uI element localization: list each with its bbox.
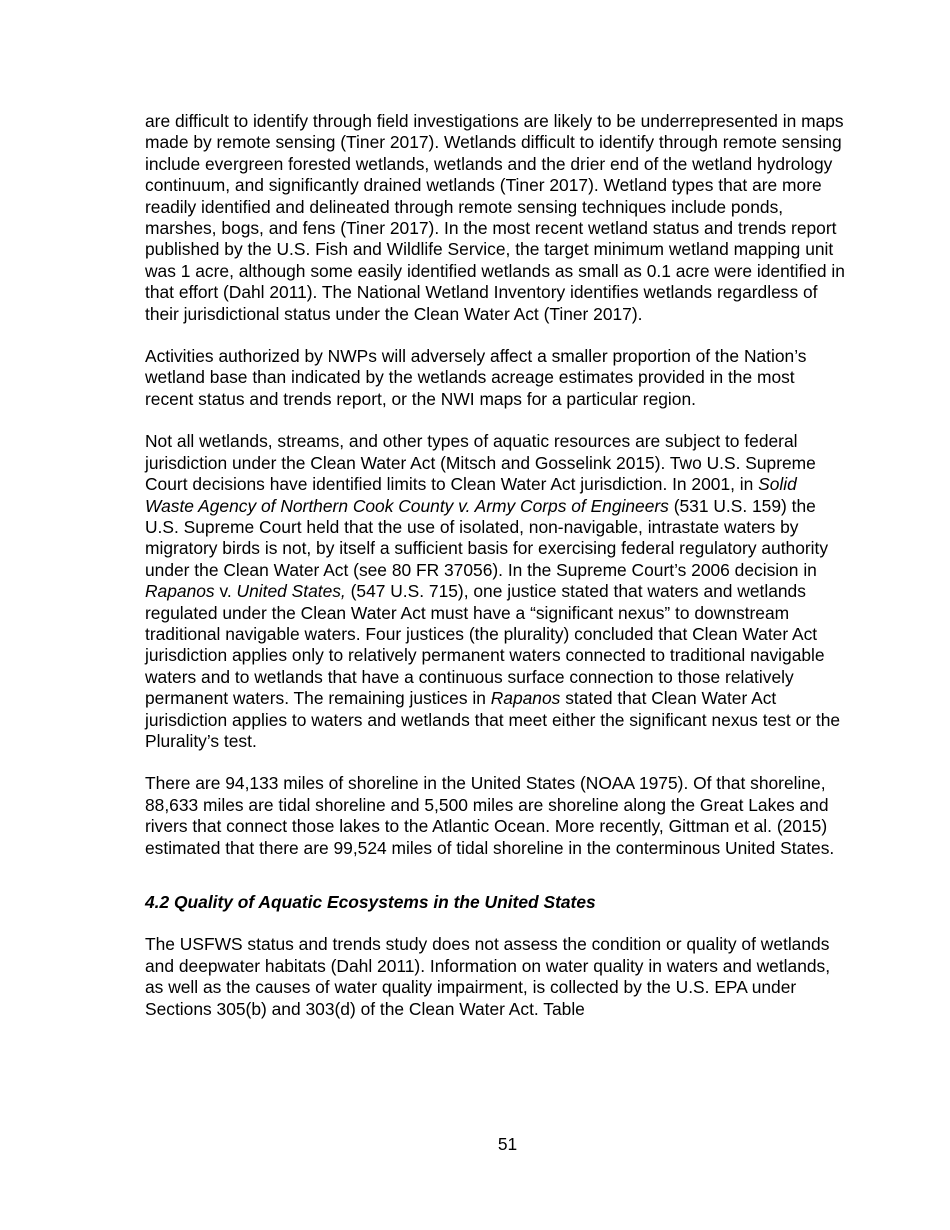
text-segment: (547 U.S. 715), one justice stated that waters and wetlands regulated under the Clean Water Act must have a “significant nexus” to downstream traditional navigable waters. Four justices (the plurality) concluded that Clean Water Act jurisdiction applies only to relatively permanent waters connected to traditional navigable waters and to wetlands that have a continuous surface connection to those relatively permanent waters. The remaining justices in (145, 581, 825, 709)
paragraph-remote-sensing (145, 111, 845, 325)
text-segment: are difficult to identify through field investigations are likely to be underrepresented in maps made by remote sensing (Tiner 2017). Wetlands difficult to identify through remote sensing include evergreen forested wetlands, wetlands and the drier end of the wetland hydrology continuum, and significantly drained wetlands (Tiner 2017). Wetland types that are more readily identified and delineated through remote sensing techniques include ponds, marshes, bogs, and fens (Tiner 2017). In the most recent wetland status and trends report published by the U.S. Fish and Wildlife Service, the target minimum wetland mapping unit was 1 acre, although some easily identified wetlands as small as 0.1 acre were identified in that effort (Dahl 2011). The National Wetland Inventory identifies wetlands regardless of their jurisdictional status under the Clean Water Act (Tiner 2017). (145, 111, 845, 324)
case-name-swancc: Solid Waste Agency of Northern Cook County v. Army Corps of Engineers (145, 474, 797, 516)
paragraph-shoreline (145, 773, 845, 859)
document-body (145, 111, 845, 1041)
paragraph-jurisdiction (145, 431, 845, 752)
case-name-rapanos: Rapanos (145, 581, 215, 602)
case-name-united-states: United States, (236, 581, 346, 602)
text-segment: There are 94,133 miles of shoreline in the United States (NOAA 1975). Of that shoreline, 88,633 miles are tidal shoreline and 5,500 miles are shoreline along the Great Lakes and rivers that connect those lakes to the Atlantic Ocean. More recently, Gittman et al. (2015) estimated that there are 99,524 miles of tidal shoreline in the conterminous United States. (145, 773, 835, 858)
text-segment: Activities authorized by NWPs will adversely affect a smaller proportion of the Nation’s wetland base than indicated by the wetlands acreage estimates provided in the most recent status and trends report, or the NWI maps for a particular region. (145, 346, 807, 409)
paragraph-nwp-impacts (145, 346, 845, 410)
text-segment: (531 U.S. 159) the U.S. Supreme Court held that the use of isolated, non-navigable, intrastate waters by migratory birds is not, by itself a sufficient basis for exercising federal regulatory authority under the Clean Water Act (see 80 FR 37056). In the Supreme Court’s 2006 decision in (145, 495, 829, 580)
paragraph-water-quality (145, 934, 845, 1020)
case-name-rapanos: Rapanos (490, 688, 561, 709)
section-heading: 4.2 Quality of Aquatic Ecosystems in the United States (145, 892, 596, 912)
text-segment: stated that Clean Water Act jurisdiction applies to waters and wetlands that meet either the significant nexus test or the Plurality’s test. (145, 688, 841, 751)
text-segment: v. (214, 581, 237, 602)
page-number: 51 (497, 1134, 518, 1154)
text-segment: Not all wetlands, streams, and other types of aquatic resources are subject to federal jurisdiction under the Clean Water Act (Mitsch and Gosselink 2015). Two U.S. Supreme Court decisions have identified limits to Clean Water Act jurisdiction. In 2001, in (145, 431, 816, 495)
text-segment: The USFWS status and trends study does not assess the condition or quality of wetlands and deepwater habitats (Dahl 2011). Information on water quality in waters and wetlands, as well as the causes of water quality impairment, is collected by the U.S. EPA under Sections 305(b) and 303(d) of the Clean Water Act. Table (145, 934, 831, 1019)
